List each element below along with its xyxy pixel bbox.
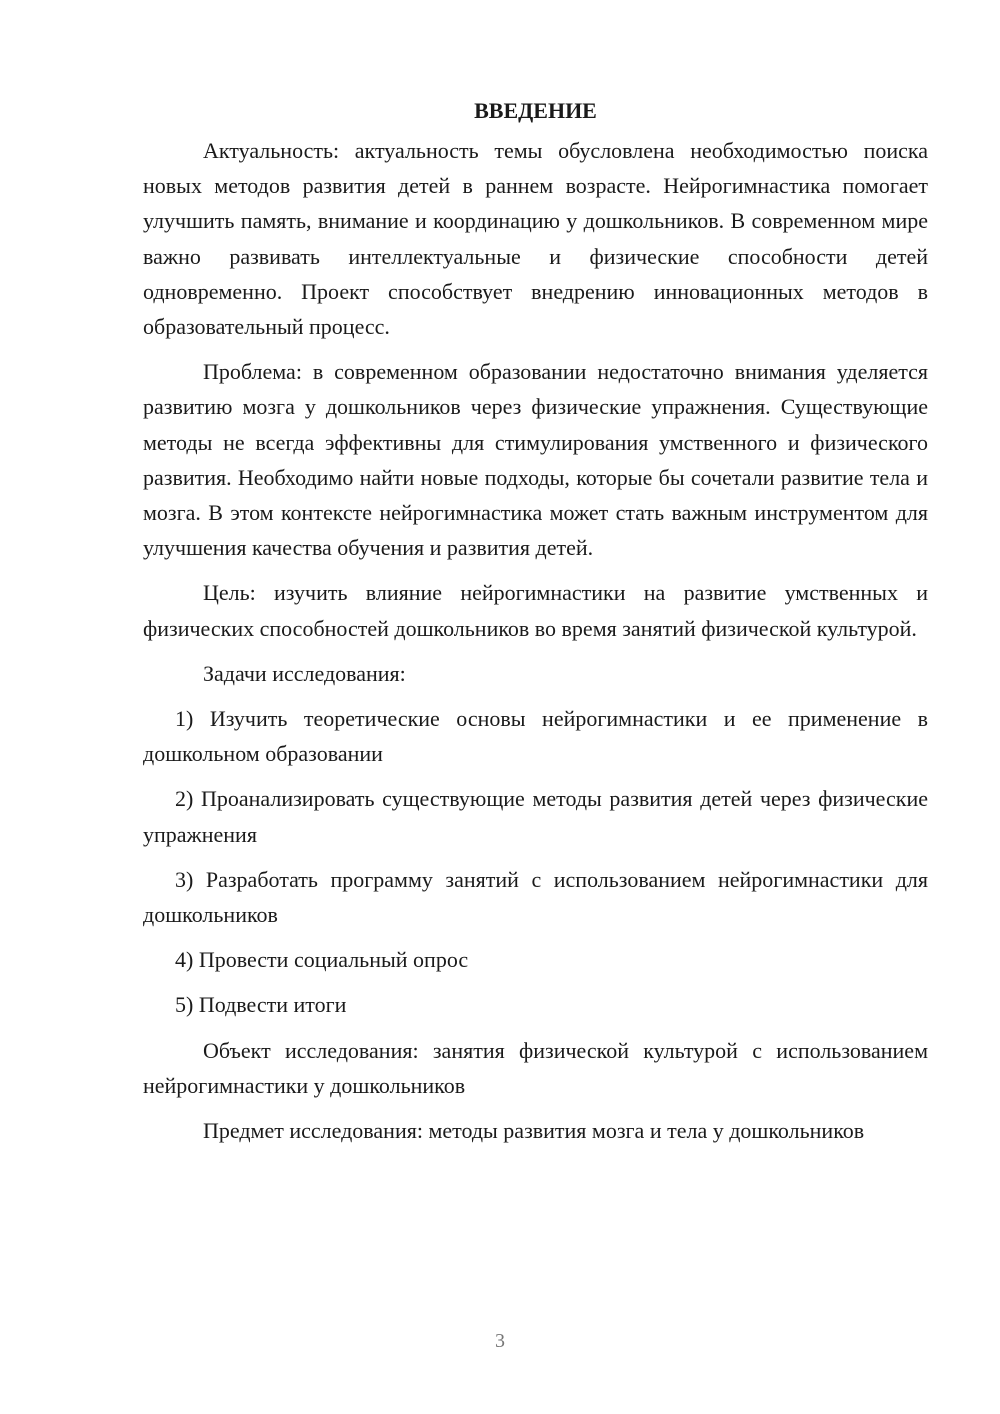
subject-paragraph: Предмет исследования: методы развития мозга и тела у дошкольников xyxy=(203,1118,865,1144)
relevance-paragraph: Актуальность: актуальность темы обусловлена необходимостью поиска новых методов развития детей в раннем возрасте. Нейрогимнастика помогает улучшить память, внимание и координацию у дошкольников. В современном мире важно развивать интеллектуальные и физические способности детей одновременно. Проект способствует внедрению инновационных методов в образовательный процесс. xyxy=(143,138,928,340)
object-paragraph: Объект исследования: занятия физической культурой с использованием нейрогимнастики у дошкольников xyxy=(143,1037,928,1098)
page-content xyxy=(143,93,928,1148)
tasks-heading: Задачи исследования: xyxy=(203,660,406,686)
goal-paragraph: Цель: изучить влияние нейрогимнастики на развитие умственных и физических способностей дошкольников во время занятий физической культурой. xyxy=(143,580,928,641)
page-title: ВВЕДЕНИЕ xyxy=(474,98,597,123)
task-item: 3) Разработать программу занятий с использованием нейрогимнастики для дошкольников xyxy=(143,866,928,928)
problem-paragraph: Проблема: в современном образовании недостаточно внимания уделяется развитию мозга у дошкольников через физические упражнения. Существующие методы не всегда эффективны для стимулирования умственного и физического развития. Необходимо найти новые подходы, которые бы сочетали развитие тела и мозга. В этом контексте нейрогимнастика может стать важным инструментом для улучшения качества обучения и развития детей. xyxy=(143,359,928,561)
task-item: 4) Провести социальный опрос xyxy=(175,947,469,973)
task-item: 2) Проанализировать существующие методы развития детей через физические упражнения xyxy=(143,786,928,847)
page-number: 3 xyxy=(495,1330,505,1352)
task-item: 5) Подвести итоги xyxy=(175,992,347,1018)
task-item: 1) Изучить теоретические основы нейрогимнастики и ее применение в дошкольном образовании xyxy=(143,706,928,767)
